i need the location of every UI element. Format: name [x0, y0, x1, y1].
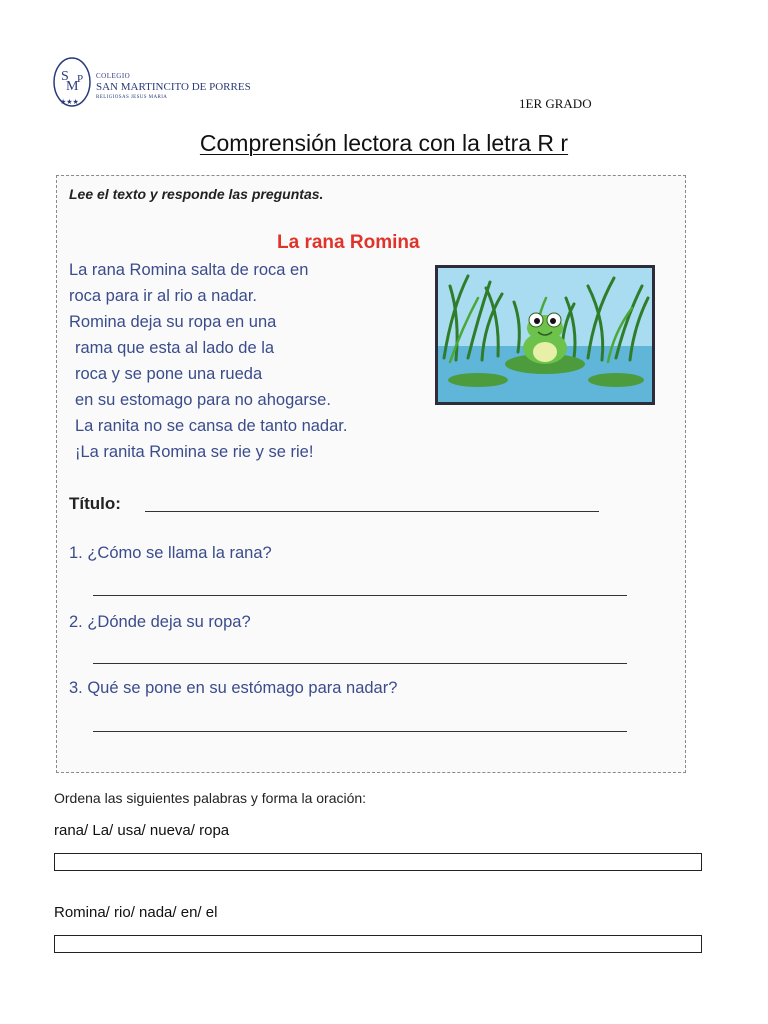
story-title: La rana Romina	[277, 232, 420, 253]
story-line: Romina deja su ropa en una	[69, 313, 277, 331]
answer-line-2[interactable]	[93, 663, 627, 664]
story-line: ¡La ranita Romina se rie y se rie!	[75, 443, 314, 461]
frog-illustration	[435, 265, 655, 405]
answer-line-1[interactable]	[93, 595, 627, 596]
story-line: La ranita no se cansa de tanto nadar.	[75, 417, 348, 435]
logo-line-3: RELIGIOSAS JESUS MARIA	[96, 95, 168, 100]
grade-label: 1ER GRADO	[519, 96, 592, 111]
page-title: Comprensión lectora con la letra R r	[199, 130, 569, 156]
story-line: roca para ir al rio a nadar.	[69, 287, 258, 305]
story-line: La rana Romina salta de roca en	[69, 261, 309, 279]
answer-line-3[interactable]	[93, 731, 627, 732]
school-name	[96, 72, 251, 100]
svg-text:★★★: ★★★	[60, 99, 79, 106]
title-answer-line[interactable]	[145, 511, 599, 512]
card-instruction: Lee el texto y responde las preguntas.	[69, 186, 324, 202]
story-line: rama que esta al lado de la	[75, 339, 275, 357]
logo-line-1: COLEGIO	[96, 72, 131, 80]
svg-text:M: M	[66, 79, 79, 94]
frog-icon	[438, 268, 652, 402]
title-label: Título:	[69, 494, 121, 513]
phrase-1: rana/ La/ usa/ nueva/ ropa	[54, 822, 230, 839]
story-line: en su estomago para no ahogarse.	[75, 391, 331, 409]
ordering-instruction: Ordena las siguientes palabras y forma la oración:	[54, 790, 367, 806]
svg-text:S: S	[61, 69, 69, 84]
logo-line-2: SAN MARTINCITO DE PORRES	[96, 81, 251, 93]
svg-text:P: P	[77, 73, 84, 85]
question-2: 2. ¿Dónde deja su ropa?	[69, 613, 251, 631]
question-1: 1. ¿Cómo se llama la rana?	[69, 544, 272, 562]
reading-card	[56, 175, 686, 773]
phrase-2: Romina/ rio/ nada/ en/ el	[54, 904, 218, 921]
question-3: 3. Qué se pone en su estómago para nadar?	[69, 679, 398, 697]
answer-box-2[interactable]	[54, 935, 702, 953]
answer-box-1[interactable]	[54, 853, 702, 871]
story-line: roca y se pone una rueda	[75, 365, 263, 383]
